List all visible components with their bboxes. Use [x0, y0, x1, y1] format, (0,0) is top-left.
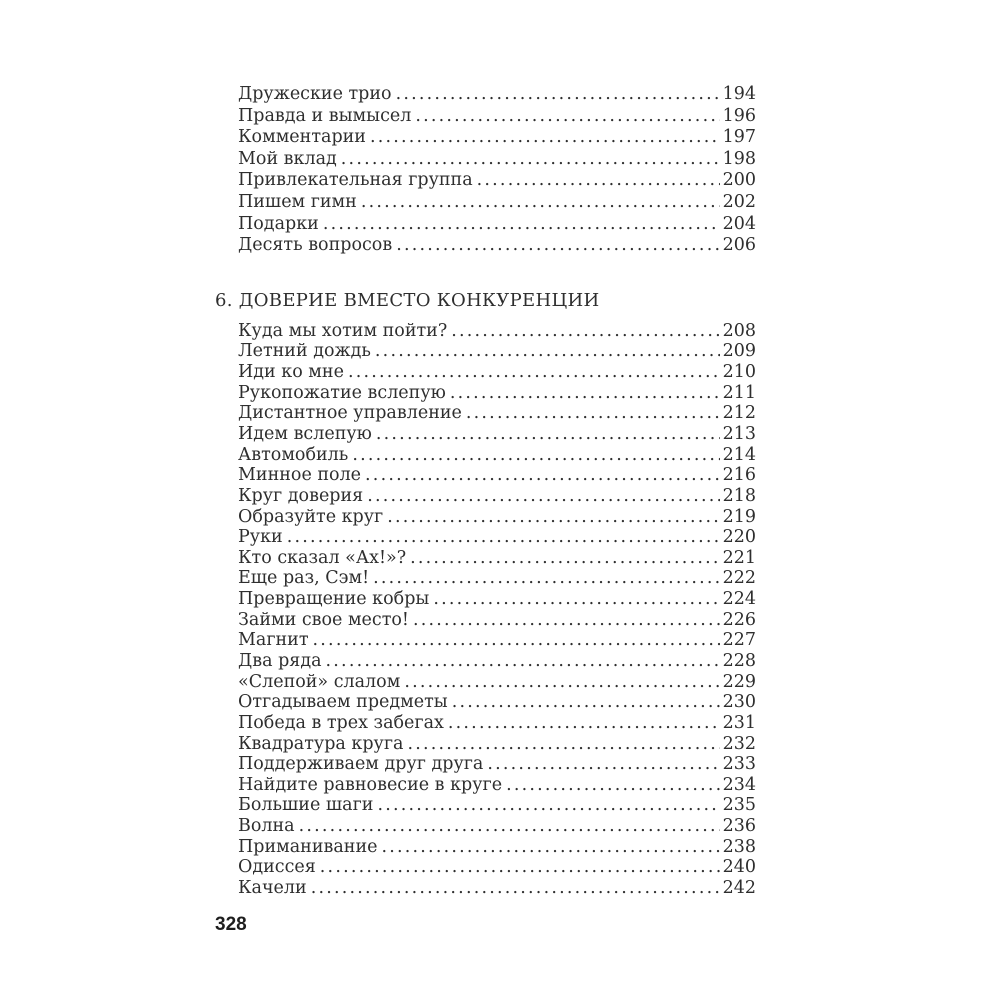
dot-leader: [361, 192, 720, 214]
toc-entry: [215, 486, 756, 507]
toc-entry-page: 198: [722, 148, 756, 169]
toc-entry: [215, 106, 756, 128]
toc-entry-title: Куда мы хотим пойти?: [238, 320, 448, 341]
toc-entry: [215, 837, 756, 858]
toc-entry-title: Идем вслепую: [238, 423, 372, 444]
toc-entry: [215, 445, 756, 466]
toc-entry: [215, 424, 756, 445]
toc-entry-title: Большие шаги: [238, 795, 374, 816]
toc-entry-page: 219: [722, 506, 756, 527]
toc-entry: [215, 235, 756, 257]
toc-entry-title: «Слепой» слалом: [238, 671, 401, 692]
toc-entry-page: 194: [722, 84, 756, 104]
toc-entry-title: Дистантное управление: [238, 403, 462, 424]
dot-leader: [352, 445, 719, 466]
dot-leader: [287, 527, 720, 548]
dot-leader: [448, 713, 720, 734]
toc-entry: [215, 672, 756, 693]
toc-entry-title: Займи свое место!: [238, 609, 409, 630]
toc-entry-page: 232: [722, 733, 756, 754]
toc-section: [215, 290, 756, 899]
toc-entry-title: Комментарии: [238, 127, 366, 148]
toc-entry-title: Летний дождь: [238, 341, 371, 362]
toc-entry-page: 216: [722, 465, 756, 486]
toc-entry-page: 202: [722, 191, 756, 212]
dot-leader: [341, 149, 720, 171]
toc-entry-title: Победа в трех забегах: [238, 712, 444, 733]
dot-leader: [407, 734, 719, 755]
toc-entry-title: Образуйте круг: [238, 506, 384, 527]
toc-entry-title: Рукопожатие вслепую: [238, 382, 446, 403]
dot-leader: [373, 568, 719, 589]
toc-entry-page: 230: [722, 692, 756, 713]
dot-leader: [320, 857, 720, 878]
toc-entry: [215, 878, 756, 899]
toc-entry-title: Десять вопросов: [238, 235, 393, 256]
dot-leader: [348, 362, 720, 383]
toc-entry-page: 214: [722, 444, 756, 465]
toc-entry-title: Дружеские трио: [238, 84, 392, 104]
toc-entry-page: 224: [722, 589, 756, 610]
toc-entry: [215, 630, 756, 651]
dot-leader: [299, 816, 720, 837]
toc-entry-title: Приманивание: [238, 836, 378, 857]
toc-entry: [215, 465, 756, 486]
toc-entry-page: 242: [722, 878, 756, 899]
dot-leader: [452, 692, 720, 713]
toc-entry: [215, 816, 756, 837]
toc-entry-page: 231: [722, 712, 756, 733]
toc-entry-page: 204: [722, 213, 756, 234]
dot-leader: [415, 106, 719, 128]
toc-entry-page: 197: [722, 127, 756, 148]
toc-entry: [215, 548, 756, 569]
toc-entry-page: 228: [722, 651, 756, 671]
toc-entry: [215, 734, 756, 755]
toc-entry-page: 233: [722, 754, 756, 775]
toc-entry: [215, 568, 756, 589]
dot-leader: [381, 837, 719, 858]
toc-entry: [215, 713, 756, 734]
dot-leader: [451, 321, 719, 342]
toc-entry: [215, 651, 756, 672]
toc-entry-page: 236: [722, 816, 756, 837]
toc-entry: [215, 383, 756, 404]
toc-entry-title: Магнит: [238, 630, 309, 651]
toc-entry-title: Круг доверия: [238, 485, 364, 506]
toc-entry-page: 220: [722, 527, 756, 548]
toc-entry-page: 218: [722, 485, 756, 506]
toc-entry-title: Еще раз, Сэм!: [238, 568, 370, 589]
dot-leader: [370, 127, 720, 149]
toc-entry: [215, 362, 756, 383]
toc-entry-title: Минное поле: [238, 465, 362, 486]
toc-entry-title: Превращение кобры: [238, 589, 430, 610]
toc-entry: [215, 795, 756, 816]
dot-leader: [377, 795, 719, 816]
toc-entry-page: 213: [722, 423, 756, 444]
dot-leader: [477, 170, 720, 192]
toc-section-heading: 6. ДОВЕРИЕ ВМЕСТО КОНКУРЕНЦИИ: [215, 289, 600, 311]
toc-entry-page: 226: [722, 609, 756, 630]
toc-entry: [215, 84, 756, 106]
toc-entry: [215, 149, 756, 171]
toc-entry: [215, 610, 756, 631]
toc-entry-page: 196: [722, 105, 756, 126]
toc-entry-title: Кто сказал «Ах!»?: [238, 547, 407, 568]
dot-leader: [433, 589, 719, 610]
toc-entry-title: Привлекательная группа: [238, 170, 473, 191]
toc-entry: [215, 589, 756, 610]
toc-entry-title: Иди ко мне: [238, 362, 344, 383]
dot-leader: [375, 341, 720, 362]
toc-entry-page: 222: [722, 568, 756, 589]
toc-entry-page: 238: [722, 836, 756, 857]
toc-entry: [215, 775, 756, 796]
dot-leader: [396, 235, 719, 257]
toc-entry-title: Правда и вымысел: [238, 105, 412, 126]
dot-leader: [466, 403, 720, 424]
dot-leader: [376, 424, 720, 445]
dot-leader: [450, 383, 720, 404]
toc-entry-page: 208: [722, 320, 756, 341]
table-of-contents: [215, 84, 756, 899]
toc-entry-title: Мой вклад: [238, 148, 337, 169]
toc-entry: [215, 321, 756, 342]
dot-leader: [396, 84, 720, 106]
toc-entry: [215, 341, 756, 362]
toc-entry-page: 209: [722, 341, 756, 362]
toc-entry-title: Поддерживаем друг друга: [238, 754, 484, 775]
toc-entry: [215, 507, 756, 528]
toc-entry-page: 200: [722, 170, 756, 191]
toc-entry-title: Два ряда: [238, 651, 322, 671]
toc-entry: [215, 214, 756, 236]
toc-entry: [215, 754, 756, 775]
toc-entry-title: Руки: [238, 527, 283, 548]
dot-leader: [365, 465, 720, 486]
toc-entry-page: 221: [722, 547, 756, 568]
toc-entry-title: Отгадываем предметы: [238, 692, 448, 713]
dot-leader: [323, 214, 720, 236]
dot-leader: [387, 507, 719, 528]
toc-entry: [215, 127, 756, 149]
toc-entry-title: Волна: [238, 816, 295, 837]
toc-entry: [215, 192, 756, 214]
toc-entry-page: 229: [722, 671, 756, 692]
toc-entry-page: 240: [722, 857, 756, 878]
toc-entry-page: 234: [722, 774, 756, 795]
toc-entry-title: Качели: [238, 878, 307, 899]
dot-leader: [404, 672, 719, 693]
toc-entry-page: 235: [722, 795, 756, 816]
dot-leader: [506, 775, 720, 796]
page-number-folio: 328: [215, 914, 247, 935]
toc-entry-title: Пишем гимн: [238, 191, 357, 212]
dot-leader: [410, 548, 719, 569]
toc-entry-page: 227: [722, 630, 756, 651]
dot-leader: [313, 630, 720, 651]
dot-leader: [326, 651, 720, 672]
toc-entry-title: Квадратура круга: [238, 733, 404, 754]
toc-entry: [215, 403, 756, 424]
toc-entry-page: 211: [722, 382, 756, 403]
toc-entry-page: 206: [722, 235, 756, 256]
dot-leader: [487, 754, 719, 775]
toc-entry: [215, 527, 756, 548]
toc-entry-title: Подарки: [238, 213, 319, 234]
toc-entry: [215, 692, 756, 713]
toc-entry-title: Одиссея: [238, 857, 316, 878]
toc-entry-title: Автомобиль: [238, 444, 349, 465]
toc-entry: [215, 857, 756, 878]
toc-entry-page: 210: [722, 362, 756, 383]
toc-entry-title: Найдите равновесие в круге: [238, 774, 503, 795]
toc-entry: [215, 170, 756, 192]
dot-leader: [311, 878, 720, 899]
dot-leader: [413, 610, 720, 631]
toc-section: [215, 84, 756, 257]
toc-entry-page: 212: [722, 403, 756, 424]
dot-leader: [367, 486, 719, 507]
